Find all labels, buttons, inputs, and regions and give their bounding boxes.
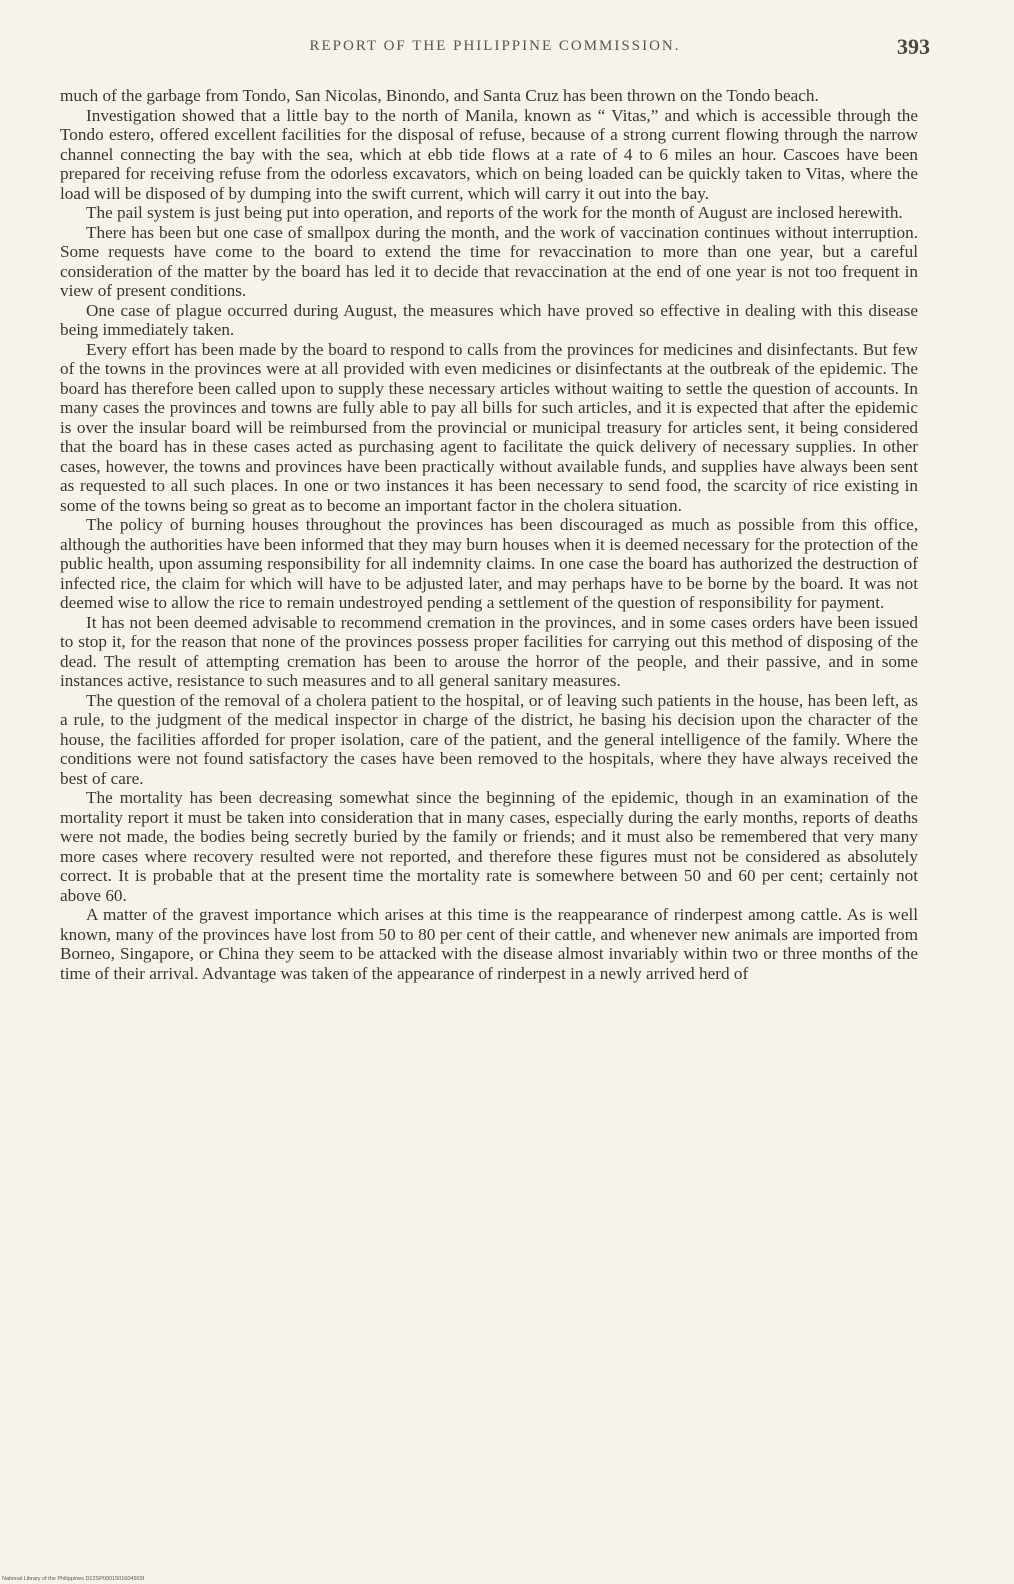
paragraph-vitas-investigation: Investigation showed that a little bay to the north of Manila, known as “ Vitas,” and which is accessible through the Tondo estero, offered excellent facilities for the disposal of refuse, because of a strong current flowing through the narrow channel connecting the bay with the sea, which at ebb tide flows at a rate of 4 to 6 miles an hour. Cascoes have been prepared for receiving refuse from the odorless excavators, which on being loaded can be quickly taken to Vitas, where the load will be disposed of by dumping into the swift current, which will carry it out into the bay.	[60, 105, 918, 203]
paragraph-mortality: The mortality has been decreasing somewhat since the beginning of the epidemic, though in an examination of the mortality report it must be taken into consideration that in many cases, especially during the early months, reports of deaths were not made, the bodies being secretly buried by the family or friends; and it must also be remembered that very many more cases where recovery resulted were not reported, and therefore these figures must not be considered as absolutely correct. It is probable that at the present time the mortality rate is somewhere between 50 and 60 per cent; certainly not above 60.	[60, 788, 918, 905]
paragraph-garbage-continued: much of the garbage from Tondo, San Nicolas, Binondo, and Santa Cruz has been thrown on the Tondo beach.	[60, 86, 819, 105]
paragraph-pail-system: The pail system is just being put into operation, and reports of the work for the month of August are inclosed herewith.	[86, 203, 903, 222]
paragraph-medicines: Every effort has been made by the board to respond to calls from the provinces for medicines and disinfectants. But few of the towns in the provinces were at all provided with even medicines or disinfectants at the outbreak of the epidemic. The board has therefore been called upon to supply these necessary articles without waiting to settle the question of accounts. In many cases the provinces and towns are fully able to pay all bills for such articles, and it is expected that after the epidemic is over the insular board will be reimbursed from the provincial or municipal treasury for articles sent, it being considered that the board has in these cases acted as purchasing agent to facilitate the quick delivery of necessary supplies. In other cases, however, the towns and provinces have been practically without available funds, and supplies have always been sent as requested to all such places. In one or two instances it has been necessary to send food, the scarcity of rice existing in some of the towns being so great as to become an important factor in the cholera situation.	[60, 339, 918, 515]
library-credit: National Library of the Philippines D12SP0001501604503I	[2, 1576, 145, 1582]
running-head	[60, 34, 930, 66]
running-title: REPORT OF THE PHILIPPINE COMMISSION.	[309, 38, 681, 54]
paragraph-cremation: It has not been deemed advisable to recommend cremation in the provinces, and in some cases orders have been issued to stop it, for the reason that none of the provinces possess proper facilities for carrying out this method of disposing of the dead. The result of attempting cremation has been to arouse the horror of the people, and their passive, and in some instances active, resistance to such measures and to all general sanitary measures.	[60, 612, 918, 690]
paragraph-plague: One case of plague occurred during August, the measures which have proved so effective in dealing with this disease being immediately taken.	[60, 300, 918, 339]
body-text	[60, 86, 918, 983]
paragraph-burning-houses: The policy of burning houses throughout the provinces has been discouraged as much as possible from this office, although the authorities have been informed that they may burn houses when it is deemed necessary for the protection of the public health, upon assuming responsibility for all indemnity claims. In one case the board has authorized the destruction of infected rice, the claim for which will have to be adjusted later, and may perhaps have to be borne by the board. It was not deemed wise to allow the rice to remain undestroyed pending a settlement of the question of responsibility for payment.	[60, 515, 918, 612]
paragraph-smallpox: There has been but one case of smallpox during the month, and the work of vaccination continues without interruption. Some requests have come to the board to extend the time for revaccination to more than one year, but a careful consideration of the matter by the board has led it to decide that revaccination at the end of one year is not too frequent in view of present conditions.	[60, 222, 918, 300]
paragraph-rinderpest: A matter of the gravest importance which arises at this time is the reappearance of rinderpest among cattle. As is well known, many of the provinces have lost from 50 to 80 per cent of their cattle, and whenever new animals are imported from Borneo, Singapore, or China they seem to be attacked with the disease almost invariably within two or three months of the time of their arrival. Advantage was taken of the appearance of rinderpest in a newly arrived herd of	[60, 905, 918, 983]
page-number: 393	[897, 34, 930, 59]
paragraph-hospital-removal: The question of the removal of a cholera patient to the hospital, or of leaving such patients in the house, has been left, as a rule, to the judgment of the medical inspector in charge of the district, he basing his decision upon the character of the house, the facilities afforded for proper isolation, care of the patient, and the general intelligence of the family. Where the conditions were not found satisfactory the cases have been removed to the hospitals, where they have always received the best of care.	[60, 690, 918, 788]
